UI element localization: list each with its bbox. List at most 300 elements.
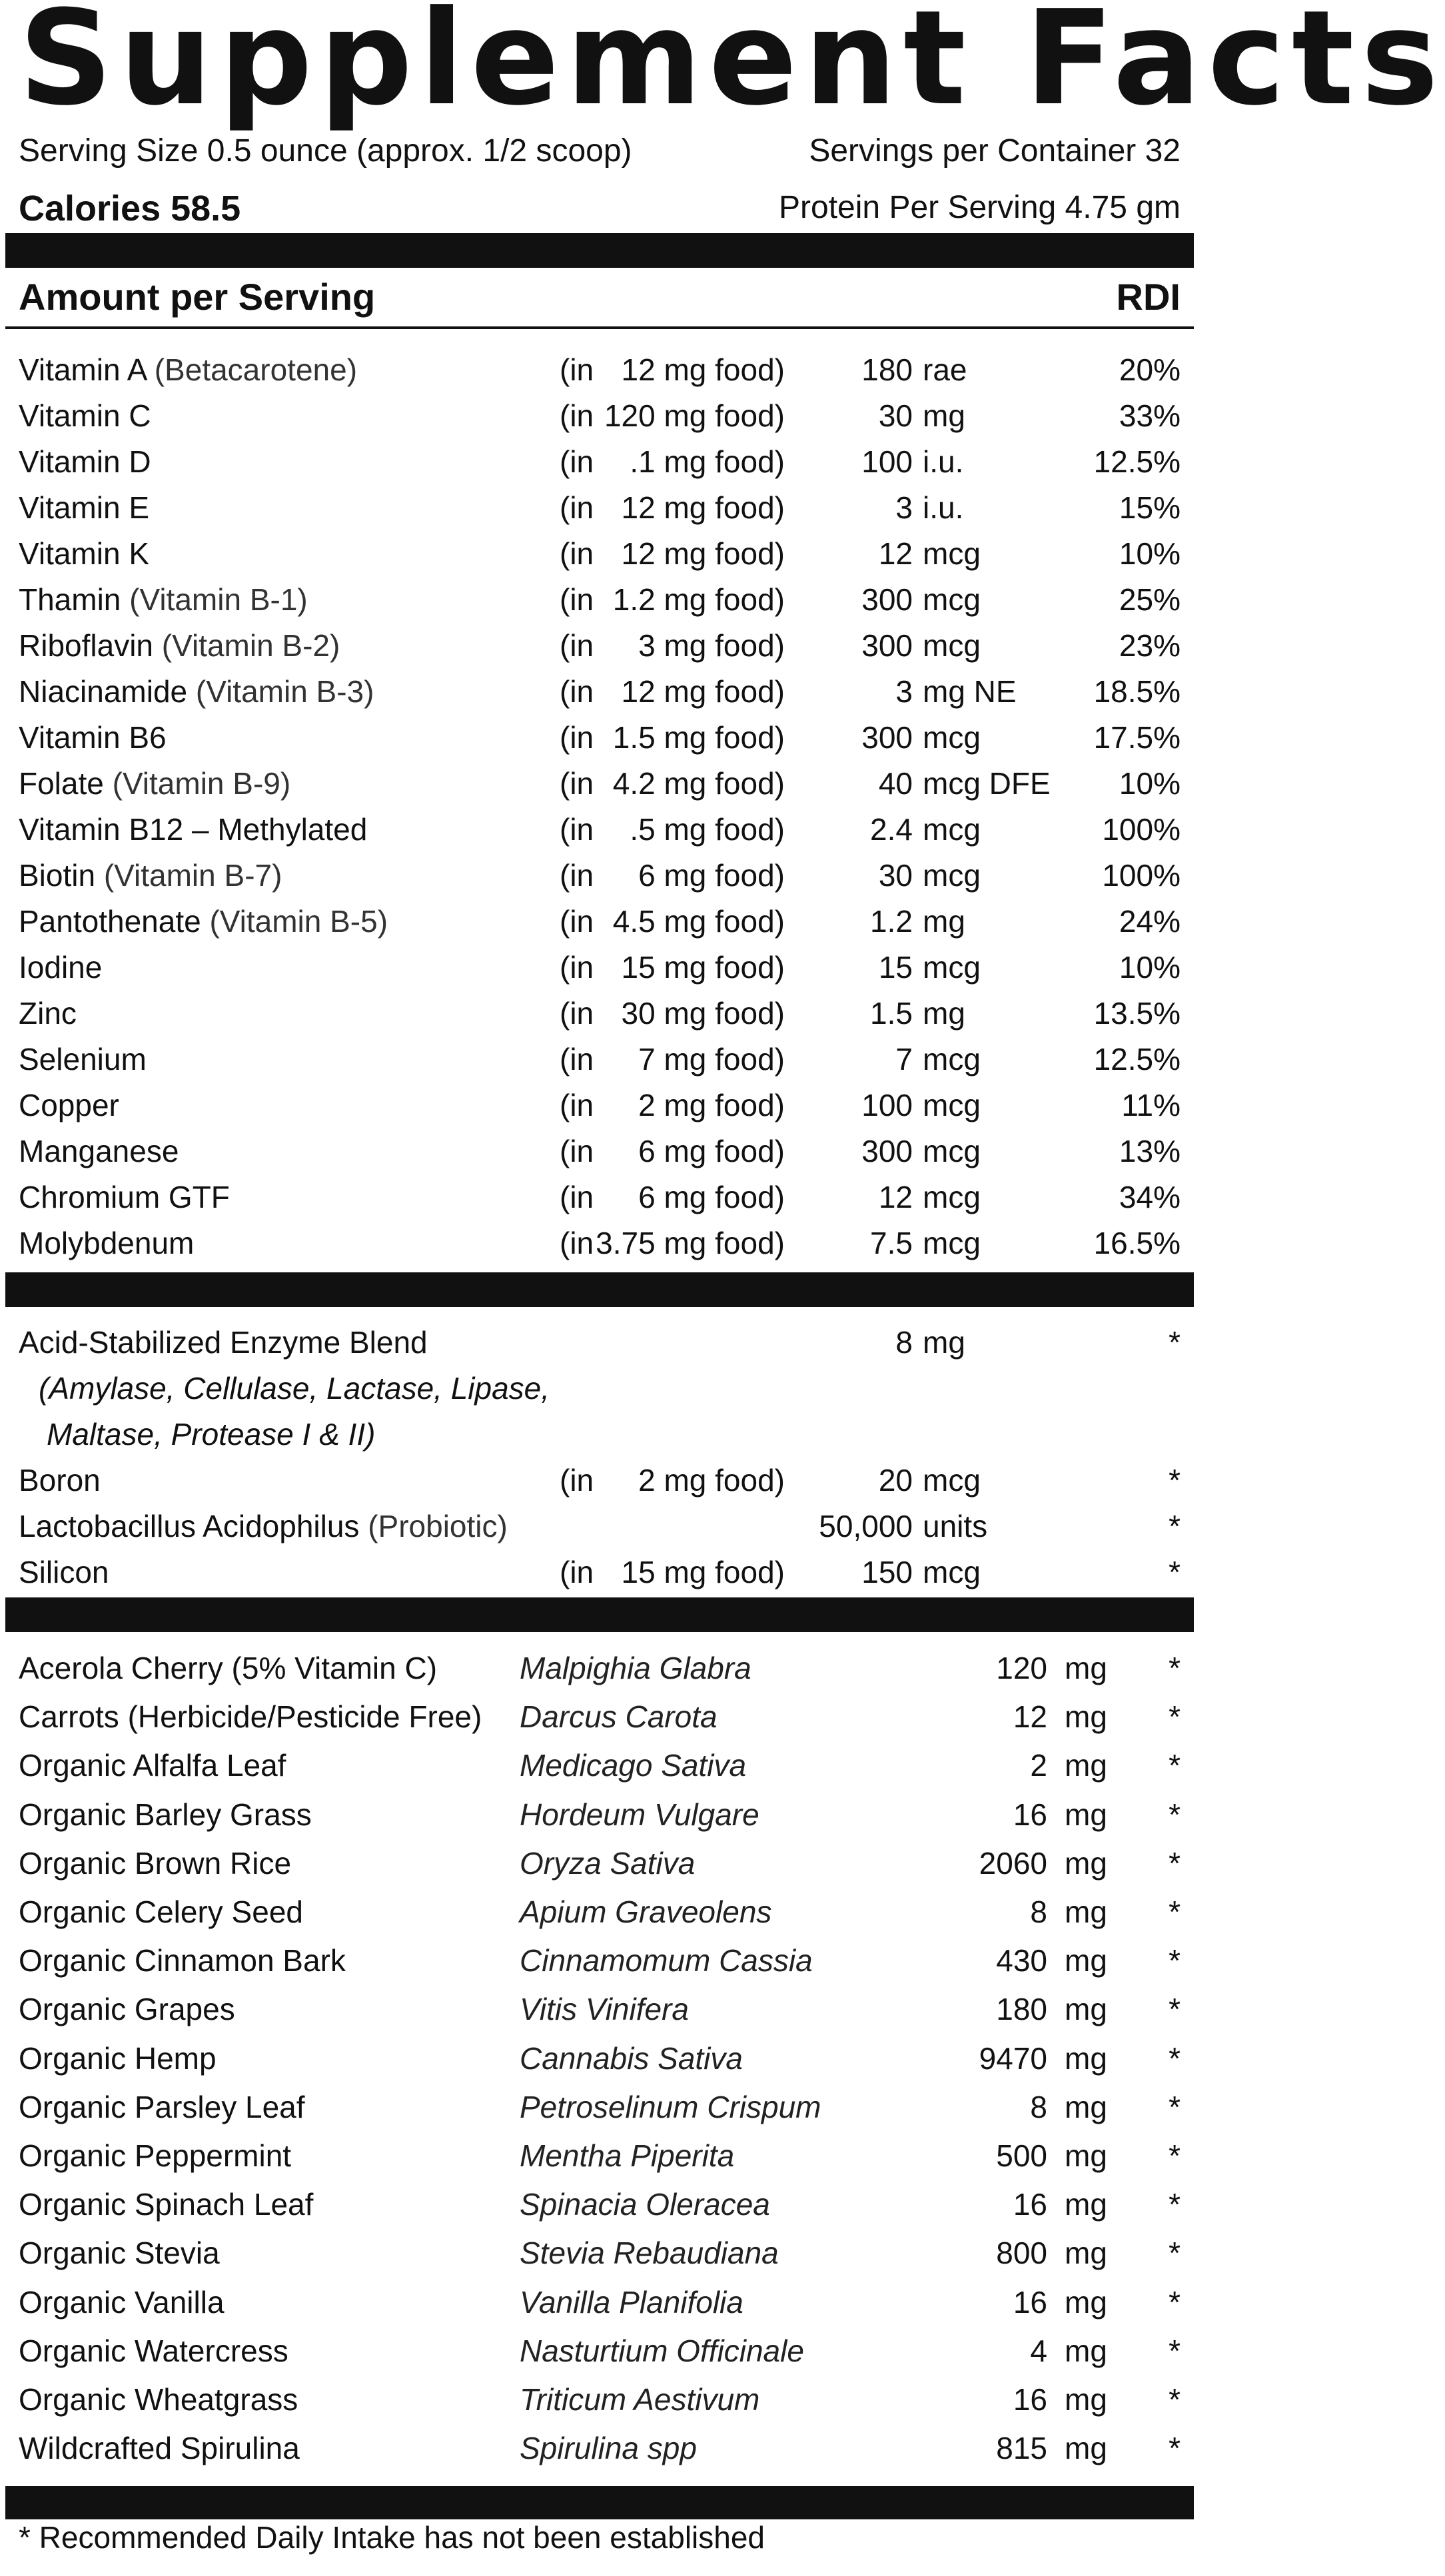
herb-amount: 16 bbox=[1013, 2382, 1047, 2417]
herb-amount: 9470 bbox=[979, 2040, 1047, 2076]
herb-name: Organic Spinach Leaf bbox=[19, 2187, 314, 2222]
nutrient-unit: mcg bbox=[923, 812, 981, 847]
list-item bbox=[0, 393, 1199, 439]
nutrient-rdi: 10% bbox=[1119, 536, 1181, 571]
food-source-prefix: (in bbox=[560, 812, 594, 847]
nutrient-unit: mcg bbox=[923, 1088, 981, 1122]
nutrient-amount: 100 bbox=[861, 1088, 913, 1122]
list-item bbox=[0, 1889, 1199, 1935]
nutrient-subname: (Probiotic) bbox=[368, 1509, 508, 1543]
nutrient-name bbox=[19, 1128, 179, 1174]
food-source-prefix: (in bbox=[560, 996, 594, 1031]
blend-note: (Amylase, Cellulase, Lactase, Lipase, bbox=[39, 1371, 550, 1406]
list-item bbox=[0, 2036, 1199, 2082]
herb-latin-name: Mentha Piperita bbox=[520, 2138, 735, 2173]
nutrient-rdi: 12.5% bbox=[1093, 1042, 1181, 1076]
herb-latin-name: Triticum Aestivum bbox=[520, 2382, 760, 2417]
herb-unit: mg bbox=[1065, 1992, 1107, 2027]
list-item bbox=[0, 1792, 1199, 1838]
herb-rdi: * bbox=[1169, 2187, 1181, 2222]
rdi-heading: RDI bbox=[1116, 276, 1181, 318]
nutrient-unit: mcg bbox=[923, 536, 981, 571]
nutrient-unit: mg NE bbox=[923, 674, 1017, 709]
list-item bbox=[0, 1503, 1199, 1549]
herb-latin-name: Cinnamomum Cassia bbox=[520, 1943, 813, 1978]
nutrient-name bbox=[19, 807, 367, 853]
food-source-prefix: (in bbox=[560, 398, 594, 433]
food-source-amount: 3.75 mg food) bbox=[596, 1226, 785, 1260]
nutrient-name bbox=[19, 945, 102, 991]
list-item bbox=[0, 899, 1199, 945]
herb-amount: 180 bbox=[996, 1992, 1047, 2027]
herb-unit: mg bbox=[1065, 1699, 1107, 1735]
food-source-amount: 2 mg food) bbox=[638, 1088, 785, 1122]
nutrient-rdi: 100% bbox=[1102, 812, 1181, 847]
herb-latin-name: Spinacia Oleracea bbox=[520, 2187, 770, 2222]
list-item bbox=[0, 945, 1199, 991]
nutrient-name-main: Vitamin A bbox=[19, 352, 146, 387]
herb-amount: 815 bbox=[996, 2431, 1047, 2466]
nutrient-unit: mg bbox=[923, 398, 965, 433]
blend-note: Maltase, Protease I & II) bbox=[47, 1417, 376, 1452]
nutrient-rdi: 13% bbox=[1119, 1134, 1181, 1168]
nutrient-amount: 40 bbox=[878, 766, 913, 801]
list-item bbox=[0, 2133, 1199, 2179]
nutrient-name-main: Pantothenate bbox=[19, 904, 201, 939]
nutrient-rdi: * bbox=[1169, 1463, 1181, 1498]
food-source-amount: 1.5 mg food) bbox=[612, 720, 785, 755]
list-item bbox=[0, 1082, 1199, 1128]
herb-unit: mg bbox=[1065, 2138, 1107, 2173]
herb-unit: mg bbox=[1065, 2236, 1107, 2271]
nutrient-rdi: 18.5% bbox=[1093, 674, 1181, 709]
list-item bbox=[0, 347, 1199, 393]
herb-name: Organic Wheatgrass bbox=[19, 2382, 298, 2417]
nutrient-amount: 7 bbox=[895, 1042, 913, 1076]
list-item bbox=[0, 669, 1199, 715]
herb-amount: 12 bbox=[1013, 1699, 1047, 1735]
food-source-amount: 3 mg food) bbox=[638, 628, 785, 663]
herb-name: Acerola Cherry (5% Vitamin C) bbox=[19, 1651, 438, 1685]
nutrient-amount: 150 bbox=[861, 1555, 913, 1589]
list-item bbox=[0, 1458, 1199, 1503]
nutrient-amount: 300 bbox=[861, 1134, 913, 1168]
nutrient-name-main: Biotin bbox=[19, 858, 96, 893]
food-source-prefix: (in bbox=[560, 720, 594, 755]
herb-unit: mg bbox=[1065, 2431, 1107, 2466]
nutrient-unit: mcg bbox=[923, 950, 981, 985]
nutrient-unit: mcg bbox=[923, 1180, 981, 1214]
food-source-amount: 7 mg food) bbox=[638, 1042, 785, 1076]
nutrient-rdi: * bbox=[1169, 1325, 1181, 1360]
herb-amount: 16 bbox=[1013, 2187, 1047, 2222]
food-source-amount: .1 mg food) bbox=[630, 444, 785, 479]
food-source-prefix: (in bbox=[560, 536, 594, 571]
herb-amount: 500 bbox=[996, 2138, 1047, 2173]
herb-rdi: * bbox=[1169, 2333, 1181, 2368]
food-source-prefix: (in bbox=[560, 352, 594, 387]
list-item bbox=[0, 2280, 1199, 2326]
herb-name: Organic Vanilla bbox=[19, 2284, 225, 2320]
nutrient-unit: mcg bbox=[923, 720, 981, 755]
nutrient-amount: 30 bbox=[878, 858, 913, 893]
list-item bbox=[0, 2377, 1199, 2423]
nutrient-name-main: Zinc bbox=[19, 996, 77, 1031]
food-source-prefix: (in bbox=[560, 858, 594, 893]
nutrient-subname: (Vitamin B-5) bbox=[209, 904, 388, 939]
food-source-amount: 15 mg food) bbox=[621, 950, 785, 985]
herb-rdi: * bbox=[1169, 1895, 1181, 1929]
nutrient-name bbox=[19, 485, 149, 531]
herb-unit: mg bbox=[1065, 2089, 1107, 2124]
herb-rdi: * bbox=[1169, 2431, 1181, 2466]
nutrient-unit: units bbox=[923, 1509, 988, 1543]
nutrient-name bbox=[19, 577, 308, 623]
nutrient-amount: 12 bbox=[878, 536, 913, 571]
herb-name: Organic Stevia bbox=[19, 2236, 220, 2271]
nutrient-amount: 3 bbox=[895, 674, 913, 709]
food-source-amount: 6 mg food) bbox=[638, 1180, 785, 1214]
footnote: * Recommended Daily Intake has not been established bbox=[19, 2520, 765, 2555]
nutrient-rdi: * bbox=[1169, 1555, 1181, 1589]
calories: Calories 58.5 bbox=[19, 189, 241, 228]
list-item bbox=[0, 2182, 1199, 2228]
label-title: Supplement Facts bbox=[19, 0, 1445, 135]
herb-name: Organic Peppermint bbox=[19, 2138, 292, 2173]
nutrient-name bbox=[19, 1037, 147, 1082]
nutrient-name-main: Vitamin B6 bbox=[19, 720, 167, 755]
nutrient-rdi: 100% bbox=[1102, 858, 1181, 893]
nutrient-name-main: Vitamin C bbox=[19, 398, 151, 433]
herb-rdi: * bbox=[1169, 1797, 1181, 1832]
nutrient-subname: (Vitamin B-3) bbox=[195, 674, 374, 709]
food-source-amount: .5 mg food) bbox=[630, 812, 785, 847]
nutrient-name-main: Manganese bbox=[19, 1134, 179, 1168]
nutrient-name-main: Chromium GTF bbox=[19, 1180, 230, 1214]
list-item bbox=[0, 1743, 1199, 1789]
nutrient-name: Acid-Stabilized Enzyme Blend bbox=[19, 1325, 428, 1360]
nutrient-name bbox=[19, 1082, 119, 1128]
nutrient-name bbox=[19, 1220, 194, 1266]
food-source-amount: 12 mg food) bbox=[621, 352, 785, 387]
nutrient-unit: mcg bbox=[923, 1226, 981, 1260]
herb-name: Organic Alfalfa Leaf bbox=[19, 1748, 286, 1783]
herb-rdi: * bbox=[1169, 1992, 1181, 2027]
food-source-amount: 6 mg food) bbox=[638, 858, 785, 893]
nutrient-rdi: 10% bbox=[1119, 950, 1181, 985]
herb-amount: 430 bbox=[996, 1943, 1047, 1978]
herb-name: Organic Parsley Leaf bbox=[19, 2089, 305, 2124]
nutrient-rdi: 13.5% bbox=[1093, 996, 1181, 1031]
nutrient-name-main: Vitamin E bbox=[19, 490, 150, 525]
herb-amount: 2060 bbox=[979, 1845, 1047, 1881]
list-item bbox=[0, 991, 1199, 1037]
list-item bbox=[0, 1174, 1199, 1220]
nutrient-name-main: Vitamin B12 – Methylated bbox=[19, 812, 368, 847]
list-item bbox=[0, 1938, 1199, 1984]
herb-latin-name: Darcus Carota bbox=[520, 1699, 718, 1735]
nutrient-amount: 300 bbox=[861, 582, 913, 617]
herb-name: Organic Watercress bbox=[19, 2333, 288, 2368]
herb-name: Organic Hemp bbox=[19, 2040, 217, 2076]
food-source-prefix: (in bbox=[560, 1463, 594, 1498]
nutrient-rdi: 34% bbox=[1119, 1180, 1181, 1214]
list-item bbox=[0, 1220, 1199, 1266]
nutrient-name-main: Iodine bbox=[19, 950, 103, 985]
nutrient-name bbox=[19, 761, 290, 807]
nutrient-name-main: Vitamin K bbox=[19, 536, 150, 571]
nutrient-amount: 2.4 bbox=[870, 812, 913, 847]
nutrient-name bbox=[19, 1549, 109, 1595]
herb-latin-name: Medicago Sativa bbox=[520, 1748, 747, 1783]
herb-rdi: * bbox=[1169, 1651, 1181, 1685]
nutrient-rdi: 20% bbox=[1119, 352, 1181, 387]
list-item bbox=[0, 1128, 1199, 1174]
nutrient-amount: 1.2 bbox=[870, 904, 913, 939]
herb-rdi: * bbox=[1169, 1699, 1181, 1735]
herb-latin-name: Vitis Vinifera bbox=[520, 1992, 689, 2027]
nutrient-unit: mg bbox=[923, 904, 965, 939]
herb-name: Organic Grapes bbox=[19, 1992, 235, 2027]
section-divider-bar bbox=[5, 1597, 1194, 1632]
nutrient-name bbox=[19, 715, 167, 761]
nutrient-name-main: Niacinamide bbox=[19, 674, 188, 709]
food-source-prefix: (in bbox=[560, 904, 594, 939]
nutrient-rdi: 23% bbox=[1119, 628, 1181, 663]
nutrient-rdi: 33% bbox=[1119, 398, 1181, 433]
nutrient-unit: i.u. bbox=[923, 490, 964, 525]
protein-per-serving: Protein Per Serving 4.75 gm bbox=[779, 190, 1181, 225]
nutrient-unit: mcg bbox=[923, 858, 981, 893]
herb-unit: mg bbox=[1065, 2187, 1107, 2222]
herb-latin-name: Vanilla Planifolia bbox=[520, 2284, 743, 2320]
herb-rdi: * bbox=[1169, 2236, 1181, 2271]
servings-per-container: Servings per Container 32 bbox=[809, 133, 1181, 169]
list-item bbox=[0, 761, 1199, 807]
food-source-amount: 12 mg food) bbox=[621, 490, 785, 525]
herb-rdi: * bbox=[1169, 2138, 1181, 2173]
herb-amount: 120 bbox=[996, 1651, 1047, 1685]
herb-unit: mg bbox=[1065, 2040, 1107, 2076]
nutrient-name-main: Boron bbox=[19, 1463, 101, 1498]
herb-unit: mg bbox=[1065, 1797, 1107, 1832]
herb-name: Organic Cinnamon Bark bbox=[19, 1943, 346, 1978]
nutrient-rdi: 11% bbox=[1121, 1088, 1181, 1122]
nutrient-amount: 12 bbox=[878, 1180, 913, 1214]
food-source-amount: 6 mg food) bbox=[638, 1134, 785, 1168]
nutrient-name bbox=[19, 991, 77, 1037]
food-source-prefix: (in bbox=[560, 444, 594, 479]
list-item bbox=[0, 1841, 1199, 1887]
nutrient-rdi: 17.5% bbox=[1093, 720, 1181, 755]
nutrient-amount: 30 bbox=[878, 398, 913, 433]
food-source-prefix: (in bbox=[560, 490, 594, 525]
food-source-amount: 30 mg food) bbox=[621, 996, 785, 1031]
herb-unit: mg bbox=[1065, 1748, 1107, 1783]
food-source-prefix: (in bbox=[560, 674, 594, 709]
list-item bbox=[0, 2084, 1199, 2130]
nutrient-name-main: Copper bbox=[19, 1088, 119, 1122]
nutrient-name-main: Molybdenum bbox=[19, 1226, 195, 1260]
herb-amount: 16 bbox=[1013, 2284, 1047, 2320]
herb-latin-name: Stevia Rebaudiana bbox=[520, 2236, 779, 2271]
list-item bbox=[0, 715, 1199, 761]
herb-rdi: * bbox=[1169, 2382, 1181, 2417]
nutrient-unit: mcg bbox=[923, 1042, 981, 1076]
food-source-amount: 4.2 mg food) bbox=[612, 766, 785, 801]
herb-rdi: * bbox=[1169, 2284, 1181, 2320]
herb-rdi: * bbox=[1169, 1748, 1181, 1783]
herb-amount: 16 bbox=[1013, 1797, 1047, 1832]
nutrient-subname: (Vitamin B-7) bbox=[103, 858, 282, 893]
list-item bbox=[0, 853, 1199, 899]
nutrient-subname: (Vitamin B-2) bbox=[161, 628, 340, 663]
nutrient-amount: 100 bbox=[861, 444, 913, 479]
list-item bbox=[0, 1986, 1199, 2032]
list-item bbox=[0, 1645, 1199, 1691]
nutrient-name-main: Selenium bbox=[19, 1042, 147, 1076]
nutrient-unit: mcg DFE bbox=[923, 766, 1051, 801]
herb-name: Organic Brown Rice bbox=[19, 1845, 292, 1881]
nutrient-amount: 3 bbox=[895, 490, 913, 525]
herb-latin-name: Petroselinum Crispum bbox=[520, 2089, 821, 2124]
nutrient-name bbox=[19, 1458, 101, 1503]
herb-rdi: * bbox=[1169, 1845, 1181, 1881]
nutrient-name bbox=[19, 1174, 230, 1220]
list-item bbox=[0, 1549, 1199, 1595]
herb-amount: 8 bbox=[1030, 1895, 1047, 1929]
list-item bbox=[0, 2328, 1199, 2374]
food-source-prefix: (in bbox=[560, 950, 594, 985]
nutrient-amount: 7.5 bbox=[870, 1226, 913, 1260]
herb-latin-name: Malpighia Glabra bbox=[520, 1651, 751, 1685]
nutrient-rdi: * bbox=[1169, 1509, 1181, 1543]
nutrient-name bbox=[19, 623, 340, 669]
herb-latin-name: Cannabis Sativa bbox=[520, 2040, 743, 2076]
food-source-prefix: (in bbox=[560, 1042, 594, 1076]
nutrient-name-main: Folate bbox=[19, 766, 104, 801]
section-divider-bar bbox=[5, 1272, 1194, 1307]
nutrient-rdi: 15% bbox=[1119, 490, 1181, 525]
food-source-prefix: (in bbox=[560, 628, 594, 663]
herb-rdi: * bbox=[1169, 2040, 1181, 2076]
food-source-amount: 12 mg food) bbox=[621, 674, 785, 709]
herb-unit: mg bbox=[1065, 2333, 1107, 2368]
nutrient-name bbox=[19, 347, 357, 393]
list-item bbox=[0, 1694, 1199, 1740]
list-item bbox=[0, 1320, 1199, 1366]
nutrient-amount: 300 bbox=[861, 628, 913, 663]
nutrient-rdi: 24% bbox=[1119, 904, 1181, 939]
nutrient-rdi: 10% bbox=[1119, 766, 1181, 801]
list-item bbox=[0, 577, 1199, 623]
nutrient-name bbox=[19, 439, 151, 485]
herb-amount: 2 bbox=[1030, 1748, 1047, 1783]
nutrient-amount: 15 bbox=[878, 950, 913, 985]
herb-name: Wildcrafted Spirulina bbox=[19, 2431, 300, 2466]
herb-unit: mg bbox=[1065, 2284, 1107, 2320]
nutrient-unit: mcg bbox=[923, 628, 981, 663]
list-item bbox=[0, 439, 1199, 485]
food-source-prefix: (in bbox=[560, 1088, 594, 1122]
list-item bbox=[0, 2425, 1199, 2471]
herb-name: Organic Barley Grass bbox=[19, 1797, 312, 1832]
herb-latin-name: Nasturtium Officinale bbox=[520, 2333, 804, 2368]
nutrient-rdi: 12.5% bbox=[1093, 444, 1181, 479]
herb-latin-name: Apium Graveolens bbox=[520, 1895, 772, 1929]
herb-rdi: * bbox=[1169, 2089, 1181, 2124]
herb-unit: mg bbox=[1065, 2382, 1107, 2417]
section-divider-bar bbox=[5, 233, 1194, 268]
herb-unit: mg bbox=[1065, 1895, 1107, 1929]
list-item bbox=[0, 2230, 1199, 2276]
nutrient-name bbox=[19, 1503, 508, 1549]
food-source-amount: 15 mg food) bbox=[621, 1555, 785, 1589]
nutrient-unit: mg bbox=[923, 1325, 965, 1360]
herb-latin-name: Oryza Sativa bbox=[520, 1845, 696, 1881]
nutrient-unit: mcg bbox=[923, 1134, 981, 1168]
nutrient-unit: mcg bbox=[923, 582, 981, 617]
herb-name: Carrots (Herbicide/Pesticide Free) bbox=[19, 1699, 482, 1735]
nutrient-name bbox=[19, 393, 151, 439]
food-source-prefix: (in bbox=[560, 1226, 594, 1260]
nutrient-name-main: Thamin bbox=[19, 582, 121, 617]
food-source-amount: 1.2 mg food) bbox=[612, 582, 785, 617]
food-source-amount: 12 mg food) bbox=[621, 536, 785, 571]
nutrient-name bbox=[19, 669, 374, 715]
nutrient-amount: 180 bbox=[861, 352, 913, 387]
food-source-prefix: (in bbox=[560, 766, 594, 801]
herb-rdi: * bbox=[1169, 1943, 1181, 1978]
herb-latin-name: Spirulina spp bbox=[520, 2431, 697, 2466]
herb-unit: mg bbox=[1065, 1845, 1107, 1881]
header-rule bbox=[5, 326, 1194, 329]
herb-unit: mg bbox=[1065, 1943, 1107, 1978]
nutrient-unit: rae bbox=[923, 352, 967, 387]
nutrient-subname: (Vitamin B-1) bbox=[129, 582, 308, 617]
nutrient-name bbox=[19, 531, 149, 577]
nutrient-subname: (Betacarotene) bbox=[154, 352, 358, 387]
nutrient-name bbox=[19, 853, 282, 899]
nutrient-name-main: Vitamin D bbox=[19, 444, 151, 479]
nutrient-name-main: Lactobacillus Acidophilus bbox=[19, 1509, 360, 1543]
herb-latin-name: Hordeum Vulgare bbox=[520, 1797, 759, 1832]
nutrient-unit: i.u. bbox=[923, 444, 964, 479]
food-source-prefix: (in bbox=[560, 1555, 594, 1589]
list-item bbox=[0, 1037, 1199, 1082]
nutrient-amount: 20 bbox=[878, 1463, 913, 1498]
nutrient-amount: 1.5 bbox=[870, 996, 913, 1031]
nutrient-rdi: 16.5% bbox=[1093, 1226, 1181, 1260]
food-source-amount: 4.5 mg food) bbox=[612, 904, 785, 939]
nutrient-unit: mcg bbox=[923, 1463, 981, 1498]
amount-per-serving-heading: Amount per Serving bbox=[19, 276, 376, 318]
serving-size: Serving Size 0.5 ounce (approx. 1/2 scoop) bbox=[19, 133, 632, 169]
food-source-prefix: (in bbox=[560, 582, 594, 617]
herb-amount: 8 bbox=[1030, 2089, 1047, 2124]
list-item bbox=[0, 807, 1199, 853]
nutrient-unit: mg bbox=[923, 996, 965, 1031]
list-item bbox=[0, 531, 1199, 577]
nutrient-amount: 300 bbox=[861, 720, 913, 755]
nutrient-unit: mcg bbox=[923, 1555, 981, 1589]
herb-amount: 800 bbox=[996, 2236, 1047, 2271]
nutrient-amount: 50,000 bbox=[819, 1509, 913, 1543]
nutrient-rdi: 25% bbox=[1119, 582, 1181, 617]
herb-amount: 4 bbox=[1030, 2333, 1047, 2368]
list-item bbox=[0, 623, 1199, 669]
list-item bbox=[0, 485, 1199, 531]
